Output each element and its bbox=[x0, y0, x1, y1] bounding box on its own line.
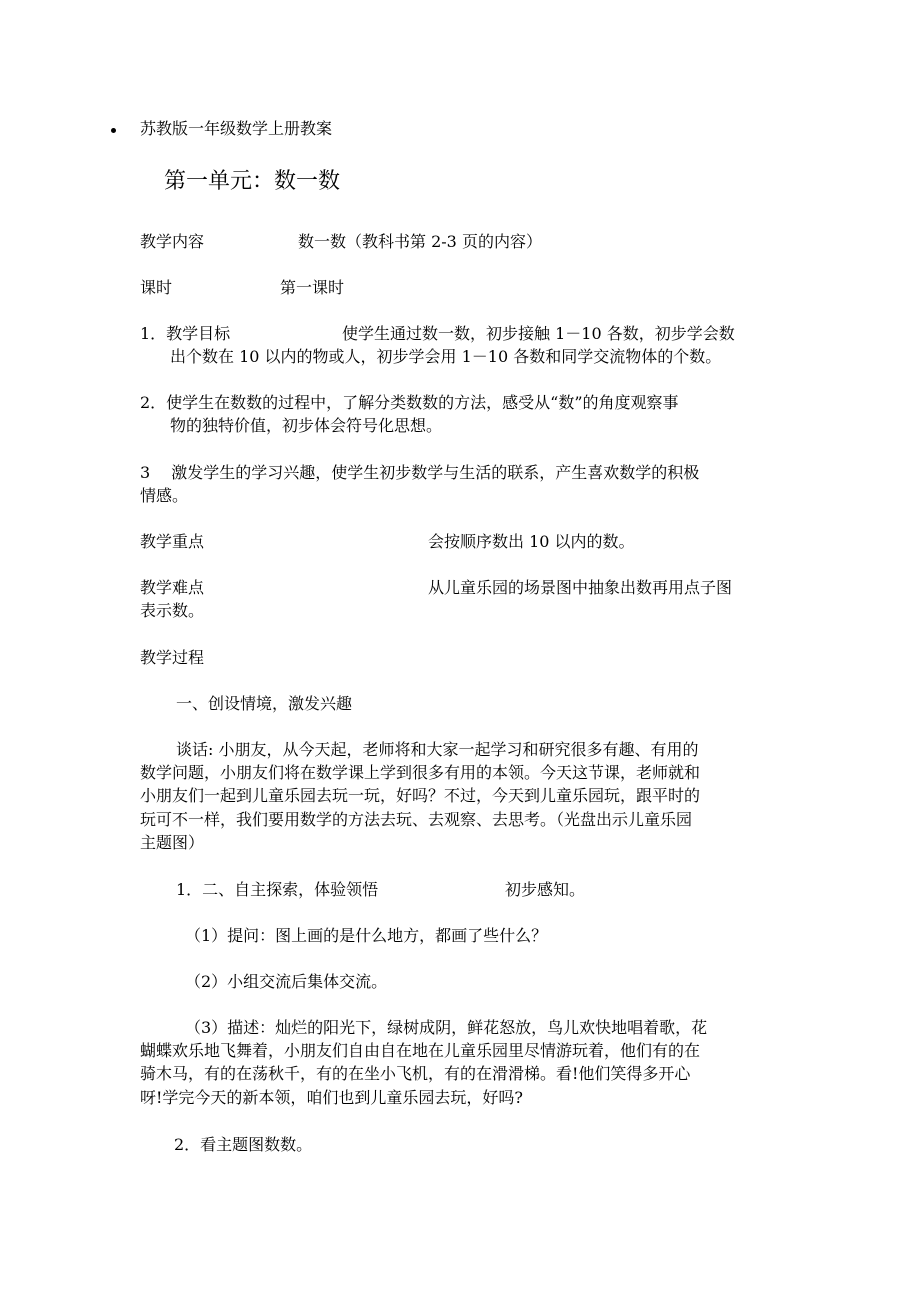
content-value: 数一数（教科书第 2-3 页的内容） bbox=[298, 232, 542, 251]
question-3-line1: （3）描述：灿烂的阳光下，绿树成阴，鲜花怒放，鸟儿欢快地唱着歌，花 bbox=[185, 1018, 708, 1037]
talk-line1: 谈话: 小朋友，从今天起，老师将和大家一起学习和研究很多有趣、有用的 bbox=[176, 740, 699, 759]
question-3-line3: 骑木马，有的在荡秋千，有的在坐小飞机，有的在滑滑梯。看!他们笑得多开心 bbox=[140, 1064, 691, 1083]
unit-heading: 第一单元：数一数 bbox=[164, 169, 341, 194]
talk-line4: 玩可不一样，我们要用数学的方法去玩、去观察、去思考。（光盘出示儿童乐园 bbox=[140, 810, 693, 829]
section2-heading: 1．二、自主探索，体验领悟 bbox=[176, 880, 379, 899]
question-2: （2）小组交流后集体交流。 bbox=[185, 972, 388, 991]
talk-line5: 主题图） bbox=[140, 833, 205, 852]
period-label: 课时 bbox=[140, 278, 173, 297]
process-label: 教学过程 bbox=[140, 648, 205, 667]
difficulty-line1: 从儿童乐园的场景图中抽象出数再用点子图 bbox=[428, 578, 733, 597]
question-1: （1）提问：图上画的是什么地方，都画了些什么？ bbox=[185, 926, 548, 945]
goal1-line2: 出个数在 10 以内的物或人，初步学会用 1－10 各数和同学交流物体的个数。 bbox=[170, 347, 722, 366]
goal1-lead: 1．教学目标 bbox=[140, 324, 231, 343]
talk-line3: 小朋友们一起到儿童乐园去玩一玩，好吗？不过，今天到儿童乐园玩，跟平时的 bbox=[140, 786, 701, 805]
question-3-line2: 蝴蝶欢乐地飞舞着，小朋友们自由自在地在儿童乐园里尽情游玩着，他们有的在 bbox=[140, 1041, 701, 1060]
section1-heading: 一、创设情境，激发兴趣 bbox=[176, 694, 353, 713]
goal3-line1: 3 激发学生的学习兴趣，使学生初步数学与生活的联系，产生喜欢数学的积极 bbox=[140, 463, 700, 482]
document-title: 苏教版一年级数学上册教案 bbox=[140, 119, 333, 138]
bullet-dot bbox=[111, 128, 116, 133]
key-value: 会按顺序数出 10 以内的数。 bbox=[428, 532, 635, 551]
difficulty-line2: 表示数。 bbox=[140, 601, 205, 620]
step-2: 2．看主题图数数。 bbox=[174, 1135, 313, 1154]
content-label: 教学内容 bbox=[140, 232, 205, 251]
key-label: 教学重点 bbox=[140, 532, 205, 551]
difficulty-label: 教学难点 bbox=[140, 578, 205, 597]
talk-line2: 数学问题，小朋友们将在数学课上学到很多有用的本领。今天这节课，老师就和 bbox=[140, 763, 701, 782]
period-value: 第一课时 bbox=[280, 278, 345, 297]
goal1-line1: 使学生通过数一数，初步接触 1－10 各数，初步学会数 bbox=[342, 324, 735, 343]
goal3-line2: 情感。 bbox=[140, 486, 189, 505]
section2-tail: 初步感知。 bbox=[505, 880, 586, 899]
goal2-line1: 2．使学生在数数的过程中，了解分类数数的方法，感受从“数”的角度观察事 bbox=[140, 393, 679, 412]
question-3-line4: 呀!学完今天的新本领，咱们也到儿童乐园去玩，好吗? bbox=[140, 1088, 524, 1107]
goal2-line2: 物的独特价值，初步体会符号化思想。 bbox=[170, 416, 443, 435]
